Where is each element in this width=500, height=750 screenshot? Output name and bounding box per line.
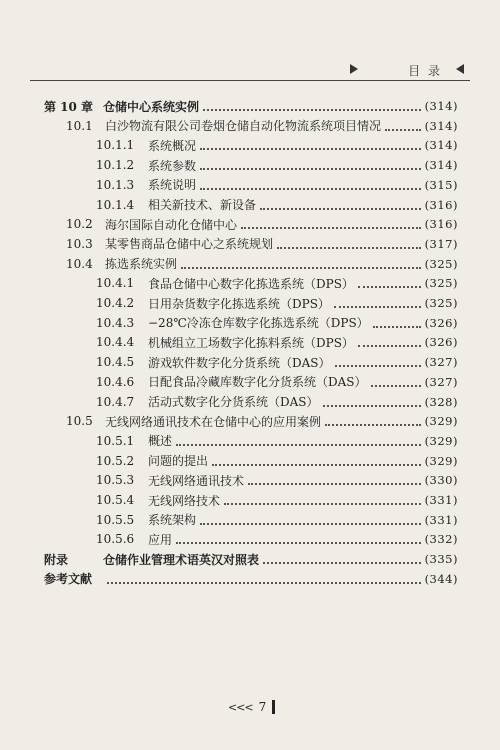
toc-entry-number: 10.5.4 <box>96 493 135 507</box>
dot-leader <box>200 180 421 190</box>
toc-entry-number: 10.1.3 <box>96 177 135 192</box>
dot-leader <box>248 475 421 485</box>
toc-entry-number: 附录 <box>44 552 69 567</box>
toc-entry-title: 日配食品冷藏库数字化分货系统（DAS） <box>148 375 367 390</box>
toc-entry-page: (329) <box>424 414 458 429</box>
toc-entry-number: 10.5.1 <box>96 433 135 448</box>
toc-entry <box>96 175 458 195</box>
toc-entry <box>66 234 458 254</box>
dot-leader <box>176 436 421 446</box>
dot-leader <box>260 200 421 210</box>
toc-entry-page: (329) <box>424 453 458 468</box>
toc-entry-title: 系统概况 <box>148 138 197 153</box>
toc-entry-title: 活动式数字化分货系统（DAS） <box>148 395 319 409</box>
toc-entry <box>96 490 458 510</box>
toc-entry <box>44 549 458 569</box>
toc-entry-page: (344) <box>424 571 458 586</box>
toc-entry-number: 10.4.5 <box>96 355 135 370</box>
toc-entry-page: (316) <box>424 217 458 232</box>
toc-entry-number: 10.3 <box>66 236 93 251</box>
dot-leader <box>358 337 421 347</box>
toc-entry-page: (330) <box>424 473 458 488</box>
toc-entry <box>96 352 458 372</box>
toc-entry-number: 参考文献 <box>44 572 93 587</box>
toc-entry <box>96 293 458 313</box>
toc-entry-number: 10.5.3 <box>96 473 135 488</box>
toc-entry <box>96 372 458 392</box>
toc-entry <box>66 411 458 431</box>
dot-leader <box>203 101 421 111</box>
toc-entry <box>96 313 458 333</box>
dot-leader <box>334 298 421 308</box>
toc-entry-page: (315) <box>424 177 458 192</box>
dot-leader <box>241 219 421 229</box>
dot-leader <box>373 318 421 328</box>
toc-entry-page: (314) <box>424 99 458 113</box>
toc-entry <box>66 254 458 274</box>
toc-entry-page: (316) <box>424 197 458 212</box>
page-header <box>30 62 470 78</box>
toc-entry <box>96 510 458 530</box>
toc-entry-page: (328) <box>424 394 458 409</box>
toc-entry-page: (331) <box>424 493 458 507</box>
header-label: 目 录 <box>408 64 442 78</box>
dot-leader <box>335 357 421 367</box>
toc-entry-title: 概述 <box>148 434 173 449</box>
toc-entry-title: 系统参数 <box>148 158 197 173</box>
toc-entry <box>66 214 458 234</box>
toc-entry-number: 10.5.5 <box>96 512 135 527</box>
toc-entry <box>96 155 458 175</box>
toc-entry-title: 游戏软件数字化分货系统（DAS） <box>148 355 331 370</box>
toc-entry <box>96 332 458 352</box>
toc-entry-page: (317) <box>424 236 458 251</box>
toc-entry <box>44 569 458 589</box>
toc-entry-title: 问题的提出 <box>148 454 209 469</box>
toc-entry-title: −28℃冷冻仓库数字化拣选系统（DPS） <box>148 316 369 331</box>
toc-entry-title: 白沙物流有限公司卷烟仓储自动化物流系统项目情况 <box>105 119 382 134</box>
dot-leader <box>385 121 421 131</box>
dot-leader <box>200 515 421 525</box>
toc-entry-title: 仓储中心系统实例 <box>103 99 200 114</box>
dot-leader <box>224 495 421 505</box>
toc-entry-number: 10.1.2 <box>96 158 135 173</box>
toc-entry-number: 10.4.3 <box>96 315 135 330</box>
page-number: 7 <box>258 700 267 714</box>
footer-bar <box>272 700 275 714</box>
toc-entry-title: 海尔国际自动化仓储中心 <box>105 217 238 232</box>
toc-entry-title: 相关新技术、新设备 <box>148 198 257 212</box>
toc-entry-number: 第 10 章 <box>44 99 94 114</box>
page-footer <box>228 700 275 714</box>
toc-entry-title: 系统说明 <box>148 178 197 193</box>
dot-leader <box>323 397 421 407</box>
toc-entry <box>96 451 458 471</box>
toc-entry-title: 某零售商品仓储中心之系统规划 <box>105 237 274 252</box>
toc-entry <box>96 470 458 490</box>
toc-entry-page: (325) <box>424 276 458 291</box>
toc-entry-page: (335) <box>424 552 458 567</box>
dot-leader <box>176 534 421 544</box>
dot-leader <box>263 554 421 564</box>
toc-entry <box>44 96 458 116</box>
toc-entry-number: 10.4.2 <box>96 296 135 310</box>
toc-entry <box>96 273 458 293</box>
dot-leader <box>325 416 421 426</box>
toc-entry-title: 无线网络通讯技术 <box>148 473 245 488</box>
dot-leader <box>200 140 421 150</box>
footer-chevrons: <<< <box>228 700 253 714</box>
toc-entry-page: (326) <box>424 335 458 350</box>
toc-entry-page: (327) <box>424 374 458 389</box>
toc-entry-number: 10.4 <box>66 256 93 271</box>
toc-entry-title: 无线网络技术 <box>148 493 221 508</box>
toc-entry-page: (332) <box>424 532 458 547</box>
toc-entry-title: 机械组立工场数字化拣料系统（DPS） <box>148 335 354 350</box>
dot-leader <box>358 278 421 288</box>
toc-entry-number: 10.5 <box>66 414 93 429</box>
dot-leader <box>181 259 421 269</box>
dot-leader <box>212 456 421 466</box>
toc-entry-number: 10.1.4 <box>96 197 135 212</box>
toc-entry <box>96 135 458 155</box>
toc-entry-number: 10.2 <box>66 217 93 232</box>
triangle-right-icon <box>350 64 358 74</box>
toc-entry-title: 仓储作业管理术语英汉对照表 <box>103 552 260 567</box>
toc-entry-number: 10.1.1 <box>96 138 135 153</box>
toc-entry-page: (331) <box>424 512 458 527</box>
toc-entry-title: 应用 <box>148 532 173 547</box>
toc-entry-number: 10.5.6 <box>96 532 135 547</box>
toc-entry-page: (314) <box>424 158 458 173</box>
toc-entry-title: 系统架构 <box>148 513 197 528</box>
toc-entry-page: (327) <box>424 355 458 370</box>
toc-entry-page: (325) <box>424 296 458 310</box>
toc-entry-number: 10.4.6 <box>96 374 135 389</box>
toc-entry-number: 10.4.4 <box>96 335 135 350</box>
dot-leader <box>277 239 421 249</box>
dot-leader <box>107 574 421 584</box>
triangle-left-icon <box>456 64 464 74</box>
toc-entry <box>96 195 458 215</box>
toc-entry-title: 无线网络通讯技术在仓储中心的应用案例 <box>105 414 322 429</box>
toc-entry-page: (326) <box>424 315 458 330</box>
toc-entry-title: 拣选系统实例 <box>105 257 178 272</box>
toc-entry-page: (325) <box>424 256 458 271</box>
toc-entry-page: (314) <box>424 118 458 133</box>
toc-entry-page: (329) <box>424 433 458 448</box>
toc-entry-page: (314) <box>424 138 458 153</box>
toc-entry-number: 10.5.2 <box>96 453 135 468</box>
toc-entry <box>96 392 458 412</box>
toc-entry-number: 10.1 <box>66 118 93 133</box>
header-rule <box>30 80 470 81</box>
toc-entry <box>96 431 458 451</box>
toc-entry <box>96 529 458 549</box>
dot-leader <box>200 160 421 170</box>
dot-leader <box>371 377 421 387</box>
toc-entry <box>66 116 458 136</box>
toc-entry-number: 10.4.1 <box>96 276 135 291</box>
toc-entry-number: 10.4.7 <box>96 394 135 409</box>
toc-entry-title: 日用杂货数字化拣选系统（DPS） <box>148 296 330 311</box>
toc-entry-title: 食品仓储中心数字化拣选系统（DPS） <box>148 276 354 291</box>
